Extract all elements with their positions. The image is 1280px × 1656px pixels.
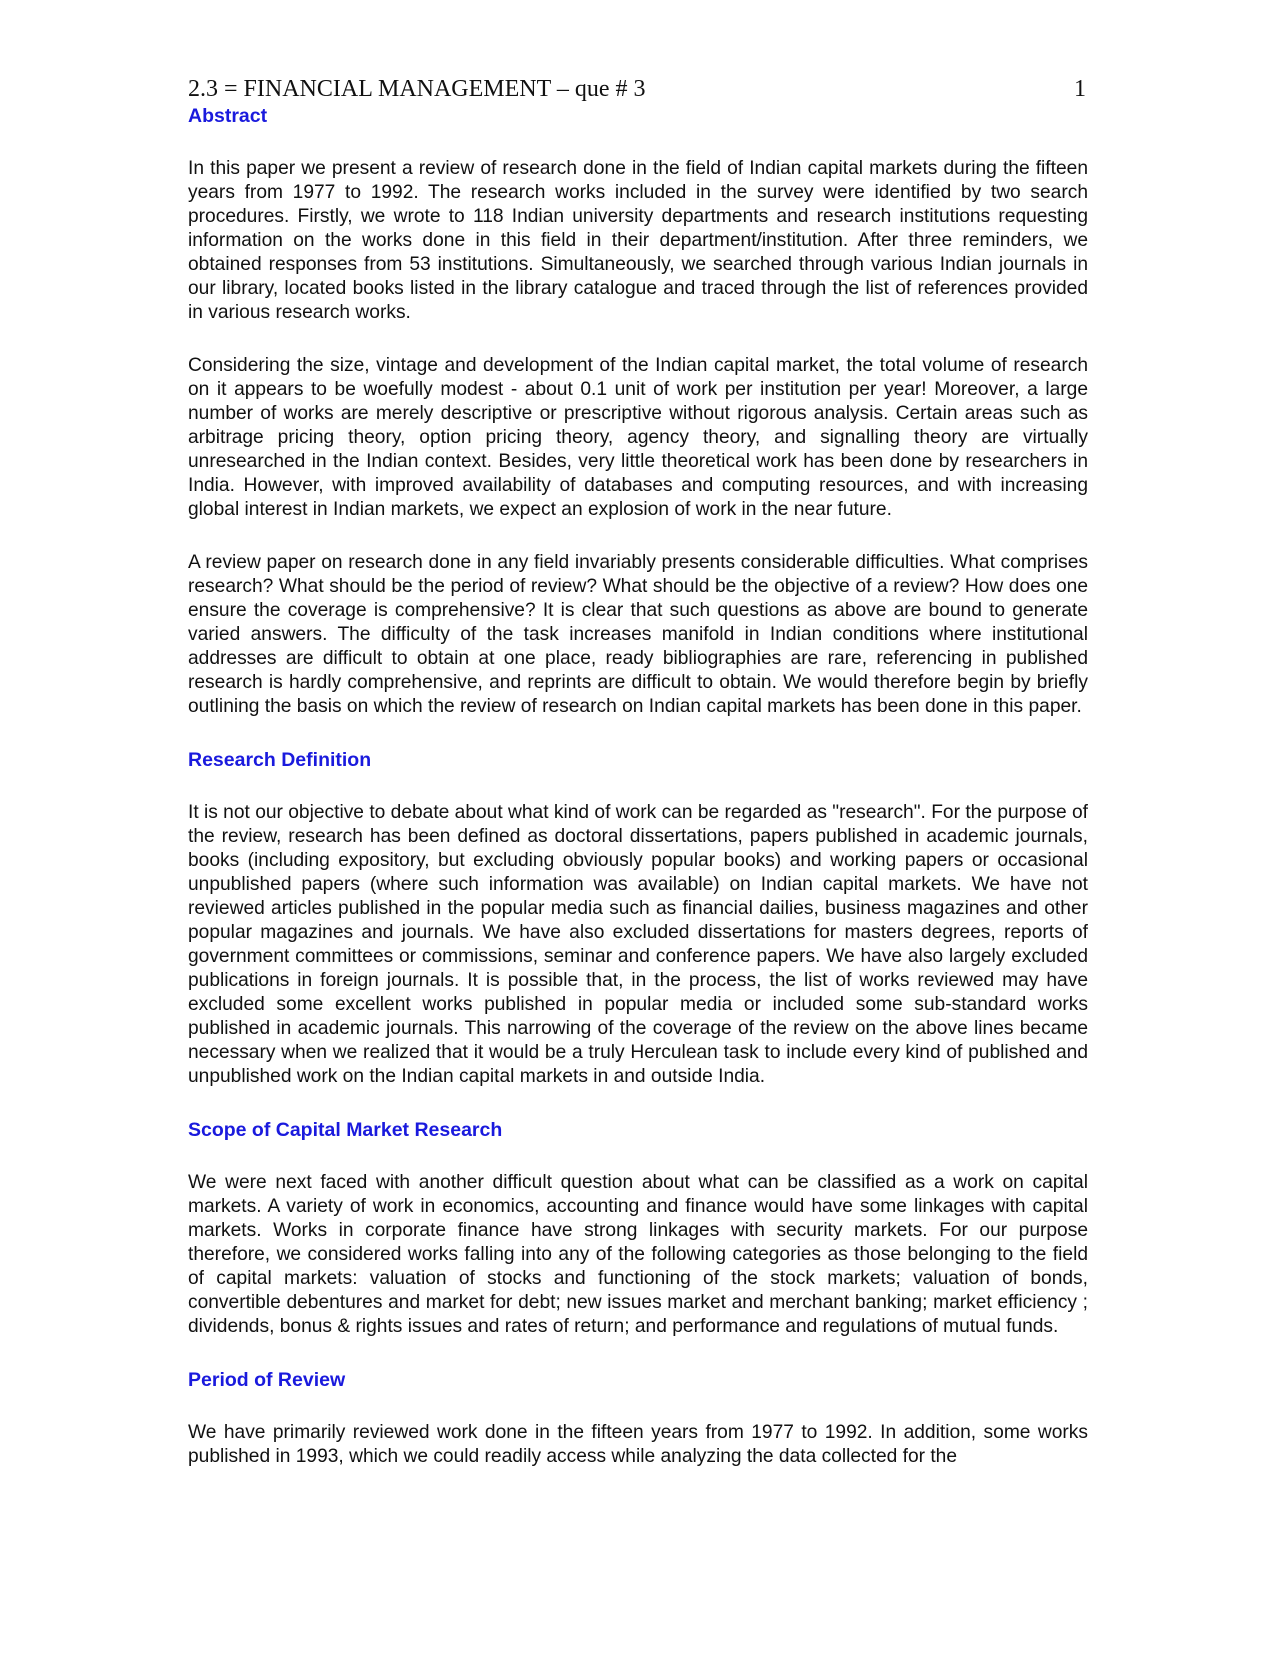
section-heading-abstract: Abstract	[188, 105, 268, 127]
paragraph: A review paper on research done in any field invariably presents considerable difficulties. What comprises research? What should be the period of review? What should be the objective of a review? How does one ensure the coverage is comprehensive? It is clear that such questions as above are bound to generate varied answers. The difficulty of the task increases manifold in Indian conditions where institutional addresses are difficult to obtain at one place, ready bibliographies are rare, referencing in published research is hardly comprehensive, and reprints are difficult to obtain. We would therefore begin by briefly outlining the basis on which the review of research on Indian capital markets has been done in this paper.	[188, 552, 1088, 717]
section-heading-research-definition: Research Definition	[188, 749, 372, 771]
document-page	[188, 74, 1088, 1469]
paragraph: In this paper we present a review of research done in the field of Indian capital markets during the fifteen years from 1977 to 1992. The research works included in the survey were identified by two search procedures. Firstly, we wrote to 118 Indian university departments and research institutions requesting information on the works done in this field in their department/institution. After three reminders, we obtained responses from 53 institutions. Simultaneously, we searched through various Indian journals in our library, located books listed in the library catalogue and traced through the list of references provided in various research works.	[188, 158, 1088, 323]
page-header	[188, 74, 1088, 104]
paragraph: Considering the size, vintage and development of the Indian capital market, the total volume of research on it appears to be woefully modest - about 0.1 unit of work per institution per year! Moreover, a large number of works are merely descriptive or prescriptive without rigorous analysis. Certain areas such as arbitrage pricing theory, option pricing theory, agency theory, and signalling theory are virtually unresearched in the Indian context. Besides, very little theoretical work has been done by researchers in India. However, with improved availability of databases and computing resources, and with increasing global interest in Indian markets, we expect an explosion of work in the near future.	[188, 355, 1088, 520]
paragraph: We were next faced with another difficult question about what can be classified as a work on capital markets. A variety of work in economics, accounting and finance would have some linkages with capital markets. Works in corporate finance have strong linkages with security markets. For our purpose therefore, we considered works falling into any of the following categories as those belonging to the field of capital markets: valuation of stocks and functioning of the stock markets; valuation of bonds, convertible debentures and market for debt; new issues market and merchant banking; market efficiency ; dividends, bonus & rights issues and rates of return; and performance and regulations of mutual funds.	[188, 1172, 1088, 1337]
paragraph: It is not our objective to debate about what kind of work can be regarded as "research". For the purpose of the review, research has been defined as doctoral dissertations, papers published in academic journals, books (including expository, but excluding obviously popular books) and working papers or occasional unpublished papers (where such information was available) on Indian capital markets. We have not reviewed articles published in the popular media such as financial dailies, business magazines and other popular magazines and journals. We have also excluded dissertations for masters degrees, reports of government committees or commissions, seminar and conference papers. We have also largely excluded publications in foreign journals. It is possible that, in the process, the list of works reviewed may have excluded some excellent works published in popular media or included some sub-standard works published in academic journals. This narrowing of the coverage of the review on the above lines became necessary when we realized that it would be a truly Herculean task to include every kind of published and unpublished work on the Indian capital markets in and outside India.	[188, 802, 1088, 1087]
section-heading-period-of-review: Period of Review	[188, 1369, 346, 1391]
page-number: 1	[1074, 76, 1086, 102]
paragraph: We have primarily reviewed work done in the fifteen years from 1977 to 1992. In addition, some works published in 1993, which we could readily access while analyzing the data collected for the	[188, 1422, 1088, 1467]
header-title: 2.3 = FINANCIAL MANAGEMENT – que # 3	[188, 76, 646, 102]
section-heading-scope: Scope of Capital Market Research	[188, 1119, 503, 1141]
